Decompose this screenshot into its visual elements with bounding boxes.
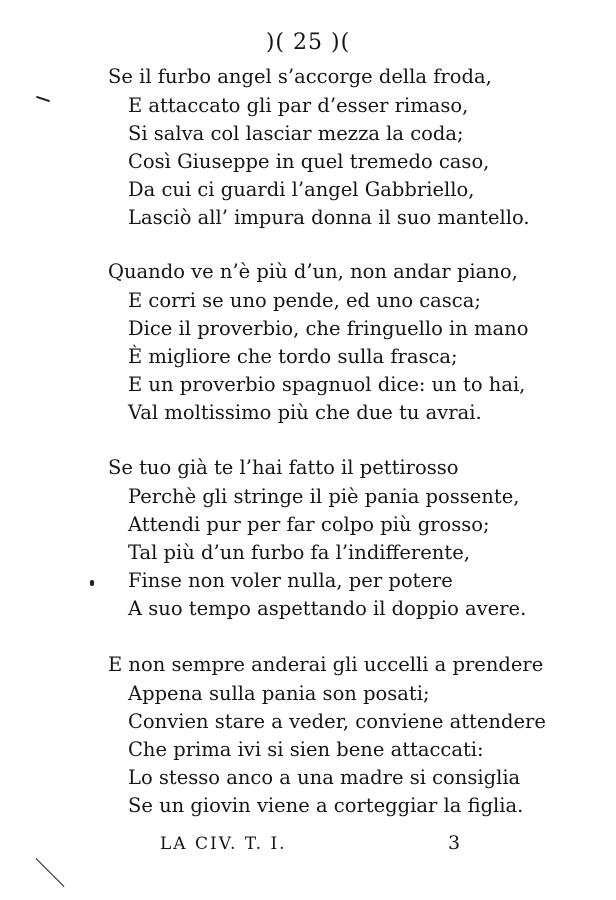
scan-mark [36, 96, 50, 102]
signature-mark: LA CIV. T. I. [160, 834, 287, 854]
verse-line: E attaccato gli par d’esser rimaso, [128, 94, 469, 117]
verse-line: E corri se uno pende, ed uno casca; [128, 289, 481, 312]
verse-line: È migliore che tordo sulla frasca; [128, 345, 458, 368]
verse-line: E non sempre anderai gli uccelli a prendere [108, 653, 544, 676]
verse-line: Lasciò all’ impura donna il suo mantello. [128, 206, 530, 229]
verse-line: Val moltissimo più che due tu avrai. [128, 401, 482, 424]
verse-line: Perchè gli stringe il piè pania possente, [128, 485, 520, 508]
verse-line: Attendi pur per far colpo più grosso; [128, 513, 490, 536]
scan-mark [90, 580, 94, 586]
verse-line: Tal più d’un furbo fa l’indifferente, [128, 541, 470, 564]
verse-line: Così Giuseppe in quel tremedo caso, [128, 150, 490, 173]
verse-line: Quando ve n’è più d’un, non andar piano, [108, 260, 518, 283]
verse-line: Se un giovin viene a corteggiar la figlia. [128, 794, 524, 817]
verse-line: Convien stare a veder, conviene attendere [128, 710, 546, 733]
verse-line: Lo stesso anco a una madre si consiglia [128, 766, 521, 789]
page-number-header: )( 25 )( [265, 30, 351, 55]
verse-line: Dice il proverbio, che fringuello in mano [128, 317, 529, 340]
verse-line: Finse non voler nulla, per potere [128, 569, 453, 592]
verse-line: E un proverbio spagnuol dice: un to hai, [128, 373, 526, 396]
sheet-number: 3 [448, 832, 461, 854]
verse-line: A suo tempo aspettando il doppio avere. [128, 597, 527, 620]
verse-line: Appena sulla pania son posati; [128, 682, 430, 705]
verse-line: Che prima ivi si sien bene attaccati: [128, 738, 484, 761]
scan-mark [36, 858, 65, 887]
verse-line: Se tuo già te l’hai fatto il pettirosso [108, 456, 459, 479]
verse-line: Si salva col lasciar mezza la coda; [128, 122, 464, 145]
verse-line: Se il furbo angel s’accorge della froda, [108, 65, 492, 88]
verse-line: Da cui ci guardi l’angel Gabbriello, [128, 178, 475, 201]
